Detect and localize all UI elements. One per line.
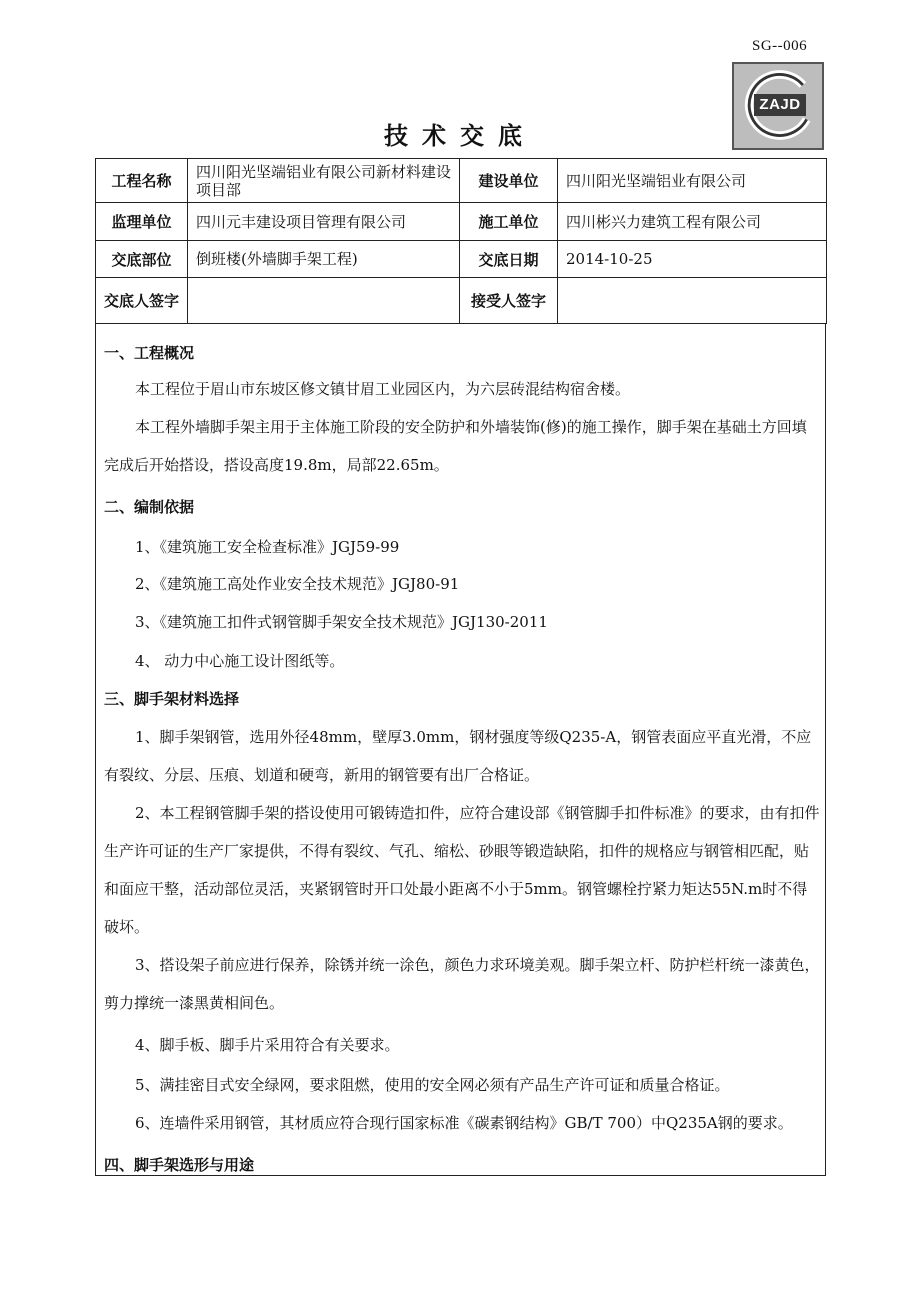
paragraph: 5、满挂密目式安全绿网，要求阻燃，使用的安全网必须有产品生产许可证和质量合格证。: [135, 1076, 730, 1094]
supervisor-value: 四川元丰建设项目管理有限公司: [188, 203, 460, 241]
table-row: [96, 159, 827, 203]
owner-value: 四川阳光坚端铝业有限公司: [558, 159, 827, 203]
part-label: 交底部位: [96, 241, 188, 278]
owner-label: 建设单位: [460, 159, 558, 203]
table-row: [96, 203, 827, 241]
project-name-value: 四川阳光坚端铝业有限公司新材料建设项目部: [188, 159, 460, 203]
list-item: 3、《建筑施工扣件式钢管脚手架安全技术规范》JGJ130-2011: [135, 613, 548, 631]
list-item: 1、《建筑施工安全检查标准》JGJ59-99: [135, 538, 400, 556]
presenter-sign-field[interactable]: [188, 278, 460, 324]
paragraph: 3、搭设架子前应进行保养，除锈并统一涂色，颜色力求环境美观。脚手架立杆、防护栏杆统一漆黄色，剪力撑统一漆黑黄相间色。: [104, 956, 820, 1012]
list-item: 4、 动力中心施工设计图纸等。: [135, 652, 345, 670]
project-name-label: 工程名称: [96, 159, 188, 203]
presenter-sign-label: 交底人签字: [96, 278, 188, 324]
paragraph: 本工程位于眉山市东坡区修文镇甘眉工业园区内，为六层砖混结构宿舍楼。: [135, 380, 631, 398]
paragraph: 4、脚手板、脚手片采用符合有关要求。: [135, 1036, 400, 1054]
date-value: 2014-10-25: [558, 241, 827, 278]
paragraph: 本工程外墙脚手架主用于主体施工阶段的安全防护和外墙装饰(修)的施工操作，脚手架在基础土方回填完成后开始搭设，搭设高度19.8m，局部22.65m。: [104, 418, 807, 474]
section-heading: 一、工程概况: [104, 344, 195, 362]
paragraph: 1、脚手架钢管，选用外径48mm，壁厚3.0mm，钢材强度等级Q235-A，钢管表面应平直光滑，不应有裂纹、分层、压痕、划道和硬弯，新用的钢管要有出厂合格证。: [104, 728, 812, 784]
logo-text: ZAJD: [754, 94, 806, 116]
document-code: SG--006: [752, 38, 808, 54]
date-label: 交底日期: [460, 241, 558, 278]
section-heading: 四、脚手架选形与用途: [104, 1156, 255, 1174]
part-value: 倒班楼(外墙脚手架工程): [188, 241, 460, 278]
supervisor-label: 监理单位: [96, 203, 188, 241]
contractor-value: 四川彬兴力建筑工程有限公司: [558, 203, 827, 241]
paragraph: 2、本工程钢管脚手架的搭设使用可锻铸造扣件，应符合建设部《钢管脚手扣件标准》的要求，由有扣件生产许可证的生产厂家提供，不得有裂纹、气孔、缩松、砂眼等锻造缺陷，扣件的规格应与钢管相匹配，贴和面应干整，活动部位灵活，夹紧钢管时开口处最小距离不小于5mm。钢管螺栓拧紧力矩达55N.m时不得破坏。: [104, 804, 820, 936]
section-heading: 二、编制依据: [104, 498, 195, 516]
table-row: [96, 278, 827, 324]
section-heading: 三、脚手架材料选择: [104, 690, 240, 708]
receiver-sign-label: 接受人签字: [460, 278, 558, 324]
receiver-sign-field[interactable]: [558, 278, 827, 324]
contractor-label: 施工单位: [460, 203, 558, 241]
paragraph: 6、连墙件采用钢管，其材质应符合现行国家标准《碳素钢结构》GB/T 700）中Q235A钢的要求。: [135, 1114, 793, 1132]
page-title: 技术交底: [384, 122, 536, 150]
table-row: [96, 241, 827, 278]
project-info-table: [95, 158, 827, 324]
list-item: 2、《建筑施工高处作业安全技术规范》JGJ80-91: [135, 575, 460, 593]
